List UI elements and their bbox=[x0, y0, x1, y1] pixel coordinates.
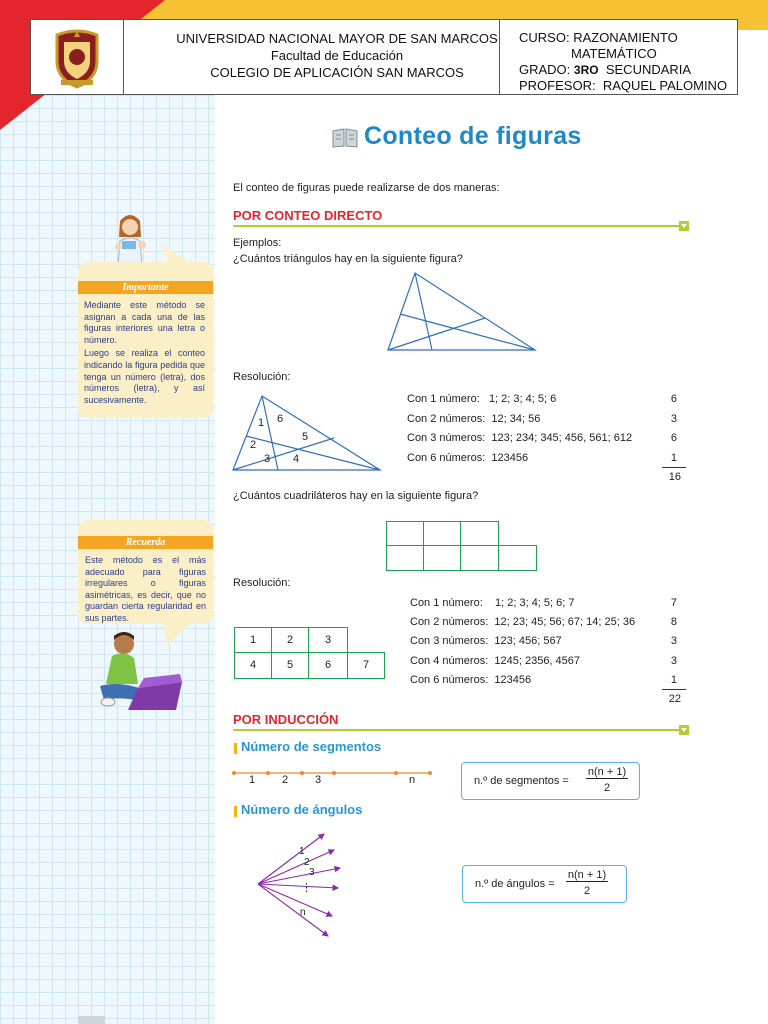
triangle-figure bbox=[385, 270, 540, 354]
grid-cell-1: 1 bbox=[234, 627, 272, 653]
segment-label-2: 2 bbox=[282, 774, 289, 786]
total-count: 22 bbox=[668, 693, 681, 705]
girl-illustration bbox=[108, 211, 154, 267]
section-title-direct: POR CONTEO DIRECTO bbox=[233, 208, 383, 223]
row-values: 123456 bbox=[494, 674, 532, 686]
row-label: Con 2 números: bbox=[410, 616, 489, 628]
subheading-marker bbox=[234, 743, 237, 754]
formula-denominator: 2 bbox=[603, 782, 611, 794]
grid-cell bbox=[386, 521, 424, 546]
course-value-2: MATEMÁTICO bbox=[571, 46, 657, 61]
chevron-down-icon bbox=[679, 221, 689, 231]
table-row bbox=[410, 616, 635, 628]
header-table bbox=[30, 19, 738, 95]
question-triangles: ¿Cuántos triángulos hay en la siguiente figura? bbox=[233, 253, 463, 265]
row-count: 3 bbox=[670, 635, 677, 647]
intro-text: El conteo de figuras puede realizarse de dos maneras: bbox=[233, 182, 500, 194]
row-values: 123; 234; 345; 456, 561; 612 bbox=[491, 432, 633, 444]
institution-line-3: COLEGIO DE APLICACIÓN SAN MARCOS bbox=[210, 65, 464, 80]
row-values: 1; 2; 3; 4; 5; 6 bbox=[488, 393, 557, 405]
row-count: 3 bbox=[670, 413, 677, 425]
grid-cell bbox=[460, 545, 499, 571]
angles-formula bbox=[462, 865, 627, 903]
chevron-down-icon bbox=[679, 725, 689, 735]
grid-cell bbox=[386, 545, 424, 571]
institution-line-1: UNIVERSIDAD NACIONAL MAYOR DE SAN MARCOS bbox=[176, 31, 498, 46]
resolution-label-2: Resolución: bbox=[233, 577, 291, 589]
university-seal-icon bbox=[51, 27, 103, 89]
formula-numerator: n(n + 1) bbox=[587, 766, 627, 778]
grid-cell-2: 2 bbox=[271, 627, 309, 653]
row-label: Con 1 número: bbox=[407, 393, 480, 405]
grade-value: SECUNDARIA bbox=[605, 62, 692, 77]
remember-text: Este método es el más adecuado para figuras irregulares o figuras asimétricas, es decir, que no guardan cierta regularidad en sus partes. bbox=[85, 555, 206, 623]
formula-denominator: 2 bbox=[583, 885, 591, 897]
row-label: Con 1 número: bbox=[410, 597, 483, 609]
segment-label-1: 1 bbox=[249, 774, 256, 786]
row-values: 123; 456; 567 bbox=[494, 635, 562, 647]
tri-label-4: 4 bbox=[293, 453, 300, 465]
important-paragraph-2: Luego se realiza el conteo indicando la figura pedida que tenga un número (letra), dos números (letra), y así sucesivamente. bbox=[84, 348, 205, 405]
formula-numerator: n(n + 1) bbox=[567, 869, 607, 881]
angle-label-1: 1 bbox=[299, 846, 305, 857]
row-count: 8 bbox=[670, 616, 677, 628]
row-values: 12; 34; 56 bbox=[491, 413, 541, 425]
important-paragraph-1: Mediante este método se asignan a cada una de las figuras interiores una letra o número. bbox=[84, 300, 205, 345]
row-count: 3 bbox=[670, 655, 677, 667]
tri-label-5: 5 bbox=[302, 431, 309, 443]
important-box bbox=[78, 262, 213, 418]
subheading-marker bbox=[234, 806, 237, 817]
row-label: Con 3 números: bbox=[410, 635, 489, 647]
total-count: 16 bbox=[668, 471, 681, 483]
table-row bbox=[410, 674, 531, 686]
angle-dots: ⋮ bbox=[301, 882, 312, 894]
boy-with-laptop-illustration bbox=[88, 630, 188, 718]
grid-cell bbox=[423, 545, 461, 571]
row-label: Con 4 números: bbox=[410, 655, 489, 667]
row-values: 1245; 2356, 4567 bbox=[494, 655, 581, 667]
angle-label-n: n bbox=[300, 907, 306, 918]
examples-label: Ejemplos: bbox=[233, 237, 282, 249]
subheading-segments: Número de segmentos bbox=[241, 739, 382, 754]
angle-label-3: 3 bbox=[309, 867, 315, 878]
speech-tail bbox=[160, 244, 196, 266]
section-title-induction: POR INDUCCIÓN bbox=[233, 712, 339, 727]
segment-label-3: 3 bbox=[315, 774, 322, 786]
row-count: 7 bbox=[670, 597, 677, 609]
subheading-angles: Número de ángulos bbox=[241, 802, 363, 817]
grade-label: GRADO: bbox=[519, 62, 571, 77]
tri-label-1: 1 bbox=[258, 417, 265, 429]
table-row bbox=[410, 635, 562, 647]
course-label: CURSO: bbox=[519, 30, 570, 45]
row-count: 1 bbox=[670, 452, 677, 464]
row-label: Con 3 números: bbox=[407, 432, 486, 444]
grid-cell bbox=[460, 521, 499, 546]
tri-label-6: 6 bbox=[277, 413, 284, 425]
row-count: 1 bbox=[670, 674, 677, 686]
remember-title: Recuerda bbox=[78, 536, 213, 549]
tri-label-2: 2 bbox=[250, 439, 257, 451]
sum-line bbox=[662, 467, 686, 468]
grid-cell bbox=[423, 521, 461, 546]
row-count: 6 bbox=[670, 393, 677, 405]
page-title: Conteo de figuras bbox=[364, 122, 582, 150]
grid-cell-3: 3 bbox=[308, 627, 348, 653]
row-values: 12; 23; 45; 56; 67; 14; 25; 36 bbox=[494, 616, 636, 628]
important-title: Importante bbox=[78, 281, 213, 294]
table-row bbox=[407, 413, 540, 425]
row-values: 123456 bbox=[491, 452, 529, 464]
table-row bbox=[407, 432, 632, 444]
row-count: 6 bbox=[670, 432, 677, 444]
section-divider bbox=[233, 225, 679, 227]
section-divider bbox=[233, 729, 679, 731]
grid-cell-4: 4 bbox=[234, 652, 272, 679]
sum-line bbox=[662, 689, 686, 690]
institution-cell bbox=[123, 20, 500, 94]
footer-marker bbox=[78, 1016, 105, 1024]
segments-formula bbox=[461, 762, 640, 800]
book-icon bbox=[332, 128, 358, 148]
course-value: RAZONAMIENTO bbox=[573, 30, 678, 45]
row-label: Con 6 números: bbox=[410, 674, 489, 686]
logo-cell bbox=[31, 20, 124, 94]
resolution-label: Resolución: bbox=[233, 371, 291, 383]
course-block bbox=[519, 30, 727, 94]
grid-cell bbox=[498, 545, 537, 571]
grade-number: 3RO bbox=[573, 63, 599, 77]
remember-box bbox=[78, 520, 213, 624]
institution-line-2: Facultad de Educación bbox=[270, 48, 404, 63]
formula-label: n.º de segmentos = bbox=[474, 775, 569, 787]
table-row bbox=[407, 452, 528, 464]
angle-label-2: 2 bbox=[304, 857, 310, 868]
row-label: Con 6 números: bbox=[407, 452, 486, 464]
grid-cell-6: 6 bbox=[308, 652, 348, 679]
row-label: Con 2 números: bbox=[407, 413, 486, 425]
segment-label-n: n bbox=[409, 774, 416, 786]
formula-label: n.º de ángulos = bbox=[475, 878, 555, 890]
teacher-value: RAQUEL PALOMINO bbox=[602, 78, 728, 93]
tri-label-3: 3 bbox=[264, 453, 271, 465]
table-row bbox=[407, 393, 556, 405]
question-quadrilaterals: ¿Cuántos cuadriláteros hay en la siguiente figura? bbox=[233, 490, 479, 502]
grid-cell-5: 5 bbox=[271, 652, 309, 679]
table-row bbox=[410, 597, 575, 609]
segment-line-figure bbox=[230, 766, 435, 780]
teacher-label: PROFESOR: bbox=[519, 78, 596, 93]
important-text bbox=[84, 300, 205, 406]
row-values: 1; 2; 3; 4; 5; 6; 7 bbox=[495, 597, 575, 609]
grid-cell-7: 7 bbox=[347, 652, 385, 679]
table-row bbox=[410, 655, 580, 667]
